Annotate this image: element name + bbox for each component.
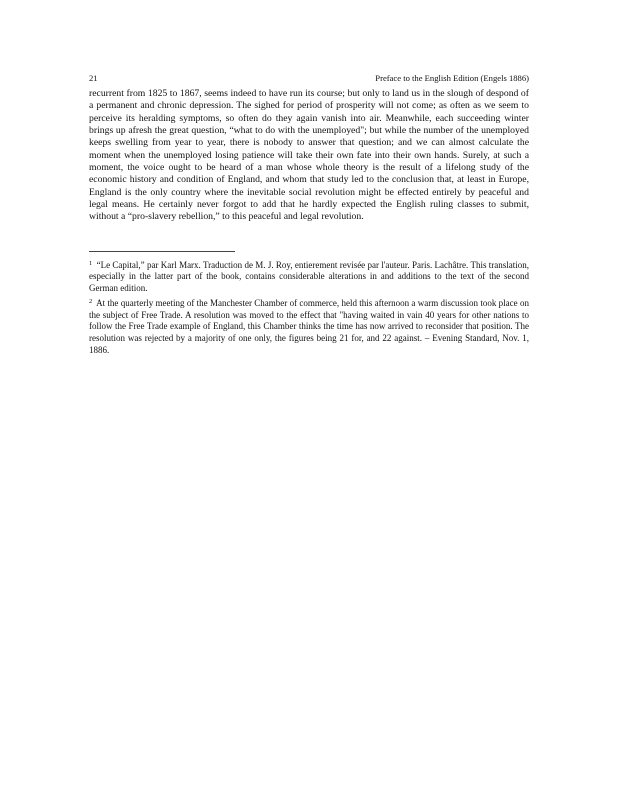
- footnote-marker: 2: [89, 297, 93, 305]
- footnote-text: At the quarterly meeting of the Manchester Chamber of commerce, held this afternoon a warm discussion took place on the subject of Free Trade. A resolution was moved to the effect that "having waited in vain 40 years for other nations to follow the Free Trade example of England, this Chamber thinks the time has now arrived to reconsider that position. The resolution was rejected by a majority of one only, the figures being 21 for, and 22 against. – Evening Standard, Nov. 1, 1886.: [89, 297, 529, 355]
- footnote-1: [89, 260, 529, 295]
- running-title: Preface to the English Edition (Engels 1886): [375, 73, 529, 83]
- footnote-text: “Le Capital,” par Karl Marx. Traduction de M. J. Roy, entierement revisée par l'auteur. Paris. Lachâtre. This translation, especially in the latter part of the book, contains considerable alterations in and additions to the text of the second German edition.: [89, 259, 530, 294]
- footnote-separator: [89, 251, 235, 252]
- page-number: 21: [89, 73, 98, 83]
- footnote-marker: 1: [89, 259, 93, 267]
- document-page: [89, 73, 529, 359]
- page-header: [89, 73, 529, 84]
- body-paragraph: recurrent from 1825 to 1867, seems indeed to have run its course; but only to land us in the slough of despond of a permanent and chronic depression. The sighed for period of prosperity will not come; as often as we seem to perceive its heralding symptoms, so often do they again vanish into air. Meanwhile, each succeeding winter brings up afresh the great question, “what to do with the unemployed"; but while the number of the unemployed keeps swelling from year to year, there is nobody to answer that question; and we can almost calculate the moment when the unemployed losing patience will take their own fate into their own hands. Surely, at such a moment, the voice ought to be heard of a man whose whole theory is the result of a lifelong study of the economic history and condition of England, and whom that study led to the conclusion that, at least in Europe, England is the only country where the inevitable social revolution might be effected entirely by peaceful and legal means. He certainly never forgot to add that he hardly expected the English ruling classes to submit, without a “pro-slavery rebellion,” to this peaceful and legal revolution.: [89, 88, 529, 223]
- footnote-2: [89, 298, 529, 357]
